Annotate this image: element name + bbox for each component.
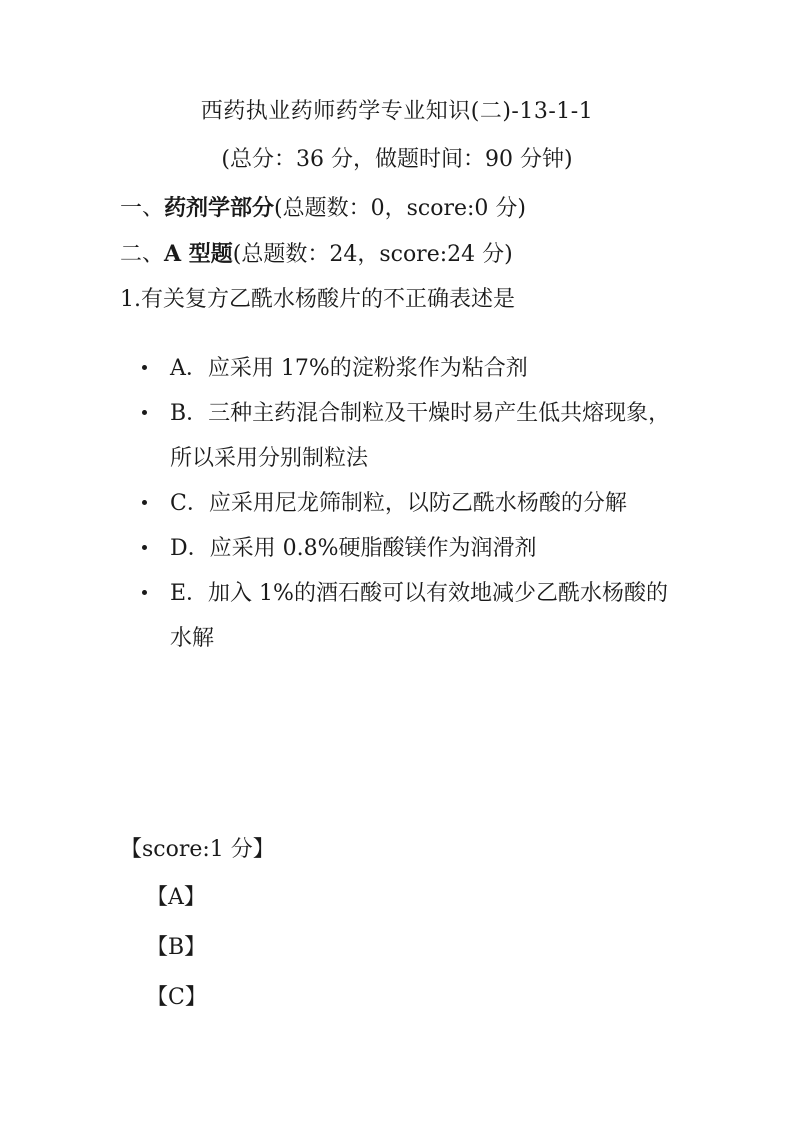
section-heading-type-a bbox=[120, 238, 513, 271]
section-name: 药剂学部分 bbox=[164, 195, 275, 221]
section-heading-pharmaceutics bbox=[120, 192, 526, 225]
answer-c: 【C】 bbox=[146, 985, 207, 1010]
section-prefix: 二、 bbox=[120, 242, 165, 267]
option-text: A．应采用 17%的淀粉浆作为粘合剂 bbox=[170, 356, 528, 381]
bullet-icon bbox=[142, 500, 147, 505]
section-name: A 型题 bbox=[164, 241, 233, 267]
answer-b: 【B】 bbox=[146, 935, 207, 960]
answer-list bbox=[146, 882, 207, 1032]
option-a bbox=[142, 346, 682, 391]
section-info: (总题数：0，score:0 分) bbox=[274, 196, 526, 221]
bullet-icon bbox=[142, 410, 147, 415]
option-text: C．应采用尼龙筛制粒，以防乙酰水杨酸的分解 bbox=[170, 491, 627, 516]
option-text: D．应采用 0.8%硬脂酸镁作为润滑剂 bbox=[170, 536, 537, 561]
answer-a: 【A】 bbox=[146, 885, 206, 910]
option-text: B．三种主药混合制粒及干燥时易产生低共熔现象，所以采用分别制粒法 bbox=[170, 401, 671, 471]
section-info: (总题数：24，score:24 分) bbox=[232, 242, 513, 267]
option-list bbox=[142, 346, 682, 661]
exam-info: (总分：36 分，做题时间：90 分钟) bbox=[221, 147, 573, 172]
option-e bbox=[142, 571, 682, 661]
question-score: 【score:1 分】 bbox=[120, 837, 275, 862]
option-b bbox=[142, 391, 682, 481]
bullet-icon bbox=[142, 590, 147, 595]
option-c bbox=[142, 481, 682, 526]
option-d bbox=[142, 526, 682, 571]
bullet-icon bbox=[142, 365, 147, 370]
option-text: E．加入 1%的酒石酸可以有效地减少乙酰水杨酸的水解 bbox=[170, 581, 668, 651]
question-text: 1.有关复方乙酰水杨酸片的不正确表述是 bbox=[120, 287, 515, 312]
document-title: 西药执业药师药学专业知识(二)-13-1-1 bbox=[200, 99, 594, 124]
section-prefix: 一、 bbox=[120, 196, 165, 221]
bullet-icon bbox=[142, 545, 147, 550]
